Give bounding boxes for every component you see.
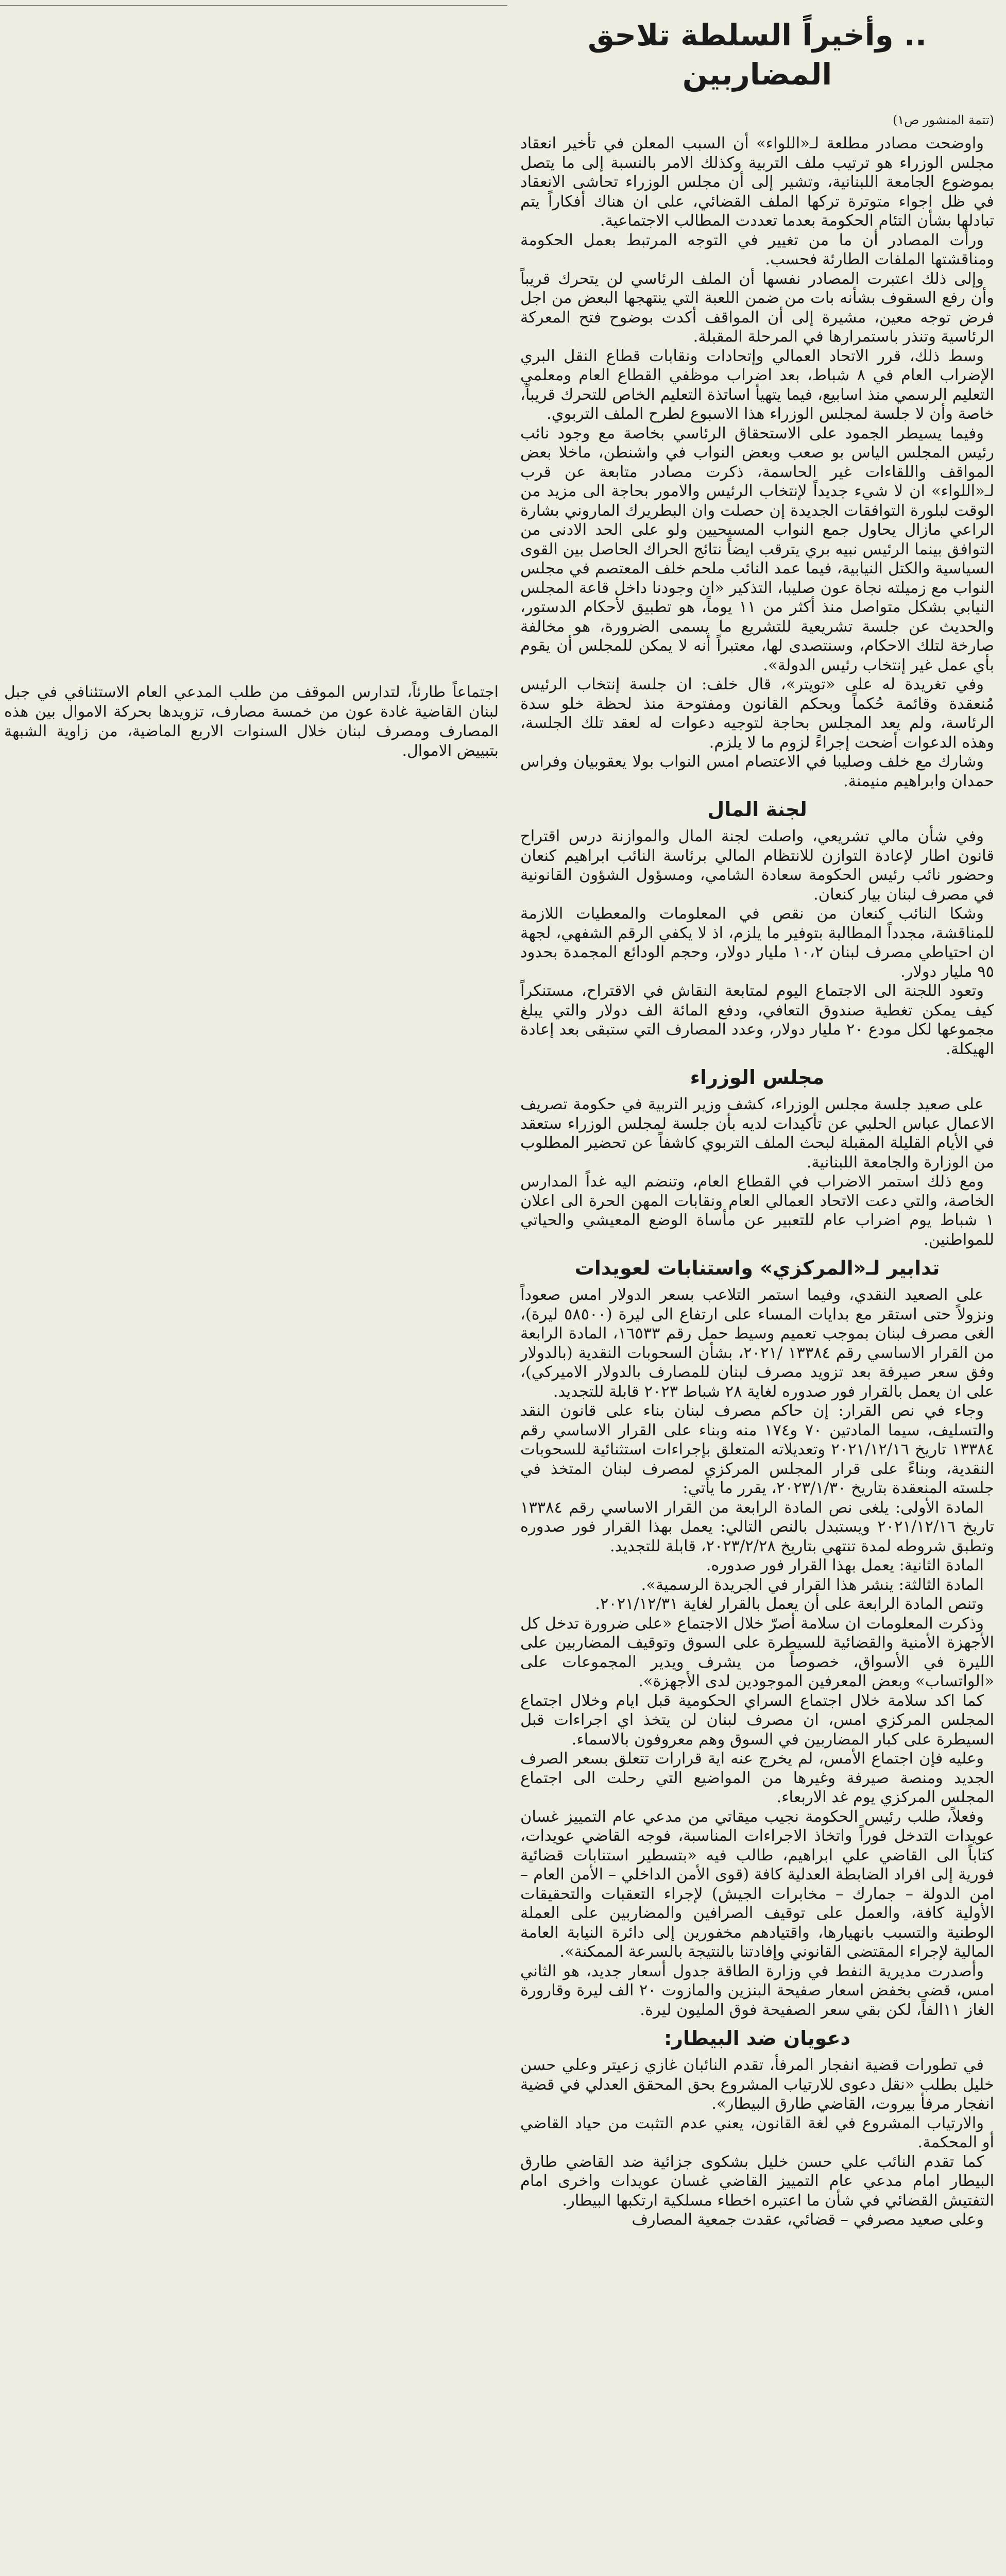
article-paragraph: وفي تغريدة له على «تويتر»، قال خلف: ان جلسة إنتخاب الرئيس مُنعقدة وقائمة حُكماً وبحكم القانون ومفتوحة منذ لحظة خلو سدة الرئاسة، ولم يعد المجلس بحاجة لتوجيه دعوات له لعقد تلك الجلسة، وهذه الدعوات أضحت إجراءً لزوم ما لا يلزم.: [520, 675, 994, 752]
subheading-bitar: دعويان ضد البيطار:: [663, 2027, 851, 2049]
article-paragraph: وسط ذلك، قرر الاتحاد العمالي وإتحادات ونقابات قطاع النقل البري الإضراب العام في ٨ شباط، بعد اضراب موظفي القطاع العام ومعلمي التعليم الرسمي منذ اسابيع، فيما يتهيأ اساتذة التعليم الخاص للتحرك قريباً، خاصة وأن لا جلسة لمجلس الوزراء هذا الاسبوع لطرح الملف التربوي.: [520, 347, 994, 423]
article-paragraph: ومع ذلك استمر الاضراب في القطاع العام، وتنضم اليه غداً المدارس الخاصة، والتي دعت الاتحاد العمالي العام ونقابات المهن الحرة الى اعلان ١ شباط يوم اضراب عام للتعبير عن مأساة الوضع المعيشي والحياتي للمواطنين.: [520, 1173, 994, 1249]
article-paragraph: وعليه فإن اجتماع الأمس، لم يخرج عنه اية قرارات تتعلق بسعر الصرف الجديد ومنصة صيرفة وغيرها من المواضيع التي رحلت الى اجتماع المجلس المركزي يوم غد الاربعاء.: [520, 1750, 994, 1806]
article-paragraph: في تطورات قضية انفجار المرفأ، تقدم النائبان غازي زعيتر وعلي حسن خليل بطلب «نقل دعوى للارتياب المشروع بحق المحقق العدلي في قضية انفجار مرفأ بيروت، القاضي طارق البيطار».: [520, 2056, 994, 2113]
article-paragraph: كما اكد سلامة خلال اجتماع السراي الحكومية قبل ايام وخلال اجتماع المجلس المركزي امس، ان مصرف لبنان لن يتخذ اي اجراءات قبل السيطرة على كبار المضاربين في السوق وهم معروفون بالاسماء.: [520, 1691, 994, 1749]
article-paragraph: ورأت المصادر أن ما من تغيير في التوجه المرتبط بعمل الحكومة ومناقشتها الملفات الطارئة فحسب.: [520, 231, 994, 268]
article-paragraph: والارتياب المشروع في لغة القانون، يعني عدم التثبت من حياد القاضي أو المحكمة.: [520, 2114, 994, 2151]
article-paragraph: على صعيد جلسة مجلس الوزراء، كشف وزير التربية في حكومة تصريف الاعمال عباس الحلبي عن تأكيدات لديه بأن جلسة لمجلس الوزراء ستعقد في الأيام القليلة المقبلة لبحث الملف التربوي كاشفاً عن تحضير المطلوب من الوزارة والجامعة اللبنانية.: [520, 1095, 994, 1172]
article-paragraph: على الصعيد النقدي، وفيما استمر التلاعب بسعر الدولار امس صعوداً ونزولاً حتى استقر مع بدايات المساء على ارتفاع الى ليرة (٥٨٥٠٠ ليرة)، الغى مصرف لبنان بموجب تعميم وسيط حمل رقم ١٦٥٣٣، المادة الرابعة من القرار الاساسي رقم ١٣٣٨٤ /٢٠٢١، بشأن السحوبات النقدية (بالدولار وفق سعر صيرفة بعد تزويد مصرف لبنان للمصارف بالدولار الاميركي)، على ان يعمل بالقرار فور صدوره لغاية ٢٨ شباط ٢٠٢٣ قابلة للتجديد.: [520, 1286, 994, 1401]
article-paragraph: وإلى ذلك اعتبرت المصادر نفسها أن الملف الرئاسي لن يتحرك قريباً وأن رفع السقوف بشأنه بات من ضمن اللعبة التي ينتهجها البعض من اجل فرض توجه معين، مشيرة إلى أن المواقف أكدت بوضوح فتح المعركة الرئاسية وتنذر باستمرارها في المرحلة المقبلة.: [520, 269, 994, 346]
subheading-finance: لجنة المال: [707, 798, 807, 821]
article-paragraph: المادة الثانية: يعمل بهذا القرار فور صدوره.: [706, 1556, 984, 1574]
article-paragraph: وجاء في نص القرار: إن حاكم مصرف لبنان بناء على قانون النقد والتسليف، سيما المادتين ٧٠ و١٧٤ منه وبناء على القرار الاساسي رقم ١٣٣٨٤ تاريخ ٢٠٢١/١٢/١٦ وتعديلاته المتعلق بإجراءات استثنائية للسحوبات النقدية، وبناءً على قرار المجلس المركزي لمصرف لبنان المتخذ في جلسته المنعقدة بتاريخ ٢٠٢٣/١/٣٠، يقرر ما يأتي:: [520, 1402, 994, 1497]
article-paragraph: وتعود اللجنة الى الاجتماع اليوم لمتابعة النقاش في الاقتراح، مستنكراً كيف يمكن تغطية صندوق التعافي، ودفع المائة الف دولار والتي يبلغ مجموعها لكل مودع ٢٠ مليار دولار، وعدد المصارف التي ستبقى بعد إعادة الهيكلة.: [520, 982, 994, 1058]
subheading-cabinet: مجلس الوزراء: [690, 1066, 825, 1089]
subheading-central-bank: تدابير لـ«المركزي» واستنابات لعويدات: [574, 1257, 940, 1279]
article-paragraph: وتنص المادة الرابعة على أن يعمل بالقرار لغاية ٢٠٢١/١٢/٣١.: [595, 1595, 984, 1613]
article-paragraph: واوضحت مصادر مطلعة لـ«اللواء» أن السبب المعلن في تأخير انعقاد مجلس الوزراء هو ترتيب ملف التربية وكذلك الامر بالنسبة إلى ما يتصل بموضوع الجامعة اللبنانية، وتشير إلى أن مجلس الوزراء تحاشى الانعقاد في ظل اجواء متوترة تركها الملف القضائي، على ان هناك أفكاراً يتم تبادلها بشأن التئام الحكومة بعدما تعددت المطالب الاجتماعية.: [520, 134, 994, 230]
article-paragraph: وفي شأن مالي تشريعي، واصلت لجنة المال والموازنة درس اقتراح قانون اطار لإعادة التوازن للانتظام المالي برئاسة النائب ابراهيم كنعان وحضور نائب رئيس الحكومة سعادة الشامي، ومسؤول الشؤون القانونية في مصرف لبنان بيار كنعان.: [520, 827, 994, 904]
article-paragraph: المادة الأولى: يلغى نص المادة الرابعة من القرار الاساسي رقم ١٣٣٨٤ تاريخ ٢٠٢١/١٢/١٦ ويستبدل بالنص التالي: يعمل بهذا القرار فور صدوره وتطبق شروطه لمدة تنتهي بتاريخ ٢٠٢٣/٢/٢٨، قابلة للتجديد.: [520, 1498, 994, 1555]
article-paragraph: وفيما يسيطر الجمود على الاستحقاق الرئاسي بخاصة مع وجود نائب رئيس المجلس الياس بو صعب وبعض النواب في واشنطن، ماخلا بعض المواقف واللقاءات غير الحاسمة، ذكرت مصادر متابعة عن قرب لـ«اللواء» ان لا شيء جديداً لإنتخاب الرئيس والامور بحاجة الى مزيد من الوقت لبلورة التوافقات الجديدة إن حصلت وان البطريرك الماروني بشارة الراعي مازال يحاول جمع النواب المسيحيين ولو على الحد الادنى من التوافق بينما الرئيس نبيه بري يترقب ايضاً نتائج الحراك الحاصل بين القوى السياسية والكتل النيابية، فيما عمد النائب ملحم خلف المعتصم في مجلس النواب مع زميلته نجاة عون صليبا، التذكير «ان وجودنا داخل قاعة المجلس النيابي بشكل متواصل منذ أكثر من ١١ يوماً، هو تطبيق لأحكام الدستور، والحديث عن جلسة تشريعية للتشريع ما يسمى الضرورة، هو مخالفة صارخة لتلك الاحكام، وسنتصدى لها، معتبراً أنه لا يمكن للمجلس أن يقوم بأي عمل غير إنتخاب رئيس الدولة».: [520, 424, 994, 674]
article-paragraph: وفعلاً، طلب رئيس الحكومة نجيب ميقاتي من مدعي عام التمييز غسان عويدات التدخل فوراً واتخاذ الاجراءات المناسبة، فوجه القاضي عويدات، كتاباً الى القاضي علي ابراهيم، طالب فيه «بتسطير استنابات قضائية فورية إلى افراد الضابطة العدلية كافة (قوى الأمن الداخلي – الأمن العام – امن الدولة – جمارك – مخابرات الجيش) لإجراء التعقبات والتحقيقات الأولية كافة، والعمل على توقيف الصرافين والمضاربين على العملة الوطنية والتسبب بانهيارها، واقتيادهم مخفورين إلى دائرة النيابة العامة المالية لإجراء المقتضى القانوني وإفادتنا بالنتيجة بالسرعة الممكنة».: [520, 1807, 994, 1961]
article-paragraph: وشكا النائب كنعان من نقص في المعلومات والمعطيات اللازمة للمناقشة، مجدداً المطالبة بتوفير ما يلزم، اذ لا يكفي الرقم الشفهي، لجهة ان احتياطي مصرف لبنان ١٠،٢ مليار دولار، وحجم الودائع المجمدة بحدود ٩٥ مليار دولار.: [520, 905, 994, 981]
continuation-note: (تتمة المنشور ص١): [892, 113, 994, 127]
article-paragraph: كما تقدم النائب علي حسن خليل بشكوى جزائية ضد القاضي طارق البيطار امام مدعي عام التمييز القاضي غسان عويدات واخرى امام التفتيش القضائي في شأن ما اعتبره اخطاء مسلكية ارتكبها البيطار.: [520, 2153, 994, 2210]
article-headline: .. وأخيراً السلطة تلاحق المضاربين: [588, 18, 927, 92]
article-paragraph: وذكرت المعلومات ان سلامة أصرّ خلال الاجتماع «على ضرورة تدخل كل الأجهزة الأمنية والقضائية للسيطرة على السوق وتوقيف المضاربين على الليرة في الأسواق، خصوصاً من يشرف ويدير المجموعات على «الواتساب» وبعض المعرفين الموجودين لدى الأجهزة».: [520, 1614, 994, 1690]
article-column: [520, 15, 994, 2230]
article-paragraph: وعلى صعيد مصرفي – قضائي، عقدت جمعية المصارف: [632, 2211, 984, 2229]
article-paragraph: وشارك مع خلف وصليبا في الاعتصام امس النواب بولا يعقوبيان وفراس حمدان وابراهيم منيمنة.: [520, 753, 994, 790]
side-column-text: اجتماعاً طارئاً، لتدارس الموقف من طلب المدعي العام الاستئنافي في جبل لبنان القاضية غادة عون من خمسة مصارف، تزويدها بحركة الاموال بين هذه المصارف ومصرف لبنان خلال السنوات الاربع الماضية، من زاوية الشبهة بتبييض الاموال.: [4, 683, 499, 760]
article-paragraph: وأصدرت مديرية النفط في وزارة الطاقة جدول أسعار جديد، هو الثاني امس، قضى بخفض اسعار صفيحة البنزين والمازوت ٢٠ الف ليرة وقارورة الغاز ١١الفاً، لكن بقي سعر الصفيحة فوق المليون ليرة.: [520, 1962, 994, 2019]
article-paragraph: المادة الثالثة: ينشر هذا القرار في الجريدة الرسمية».: [641, 1575, 984, 1594]
